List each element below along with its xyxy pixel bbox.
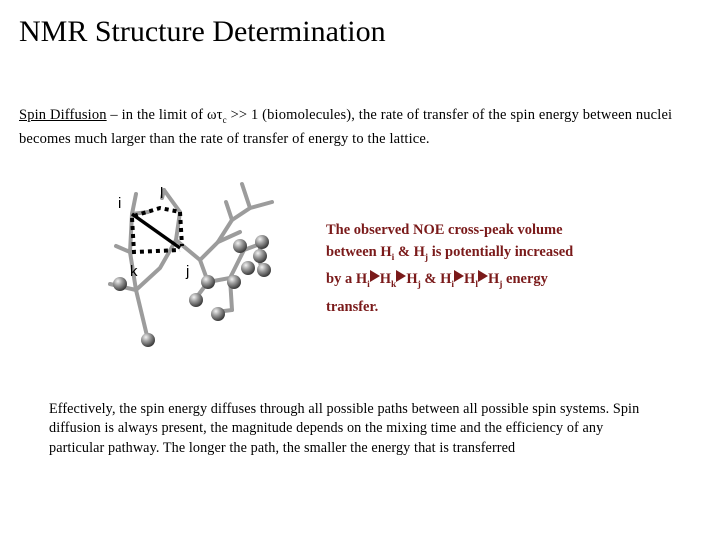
and-text: & (394, 243, 414, 260)
tau-subscript: c (222, 114, 227, 125)
sub-i: i (367, 280, 370, 291)
h-letter: H (413, 243, 425, 260)
arrow-right-icon (478, 270, 488, 282)
h-letter: H (464, 271, 476, 288)
arrow-right-icon (396, 270, 406, 282)
h-letter: H (406, 271, 418, 288)
spin-diffusion-diagram (100, 172, 290, 352)
h-letter: H (355, 271, 368, 288)
sub-j: j (499, 280, 503, 291)
h-letter: H (379, 271, 392, 288)
summary-paragraph: Effectively, the spin energy diffuses through all possible paths between all possible spin systems. Spin diffusion is always present, the magnitude depends on the mixing time and the efficiency of any particular pathway. The longer the path, the smaller the energy that is transferred (49, 401, 640, 456)
slide-title: NMR Structure Determination (19, 15, 386, 48)
sub-l: l (475, 280, 478, 291)
h-letter: H (487, 271, 500, 288)
sub-j: j (417, 280, 421, 291)
note-ending: energy transfer. (326, 271, 548, 315)
label-j: j (186, 263, 190, 280)
noe-note (326, 220, 586, 319)
arrow-right-icon (370, 270, 380, 282)
intro-text-b: >> 1 (biomolecules), the rate of transfer of the spin energy between nuclei becomes much larger than the rate of transfer of energy to the lattice. (19, 107, 673, 147)
sub-i: i (391, 252, 395, 263)
intro-paragraph (19, 106, 709, 149)
label-k: k (130, 263, 138, 280)
sub-j: j (424, 252, 429, 263)
arrow-right-icon (454, 270, 464, 282)
sub-k: k (391, 280, 397, 291)
label-i: i (118, 195, 122, 212)
note-tail: is potentially increased by a (326, 243, 574, 288)
h-letter: H (380, 243, 392, 260)
spin-diffusion-term: Spin Diffusion (19, 107, 107, 123)
intro-text-a: – in the limit of ωτ (106, 107, 223, 123)
note-intro: The observed NOE cross-peak volume between (326, 222, 563, 260)
label-l: l (160, 185, 164, 202)
h-letter: H (440, 271, 452, 288)
sub-i: i (451, 280, 455, 291)
and-text: & (420, 271, 441, 288)
direct-noe-line (132, 214, 180, 248)
